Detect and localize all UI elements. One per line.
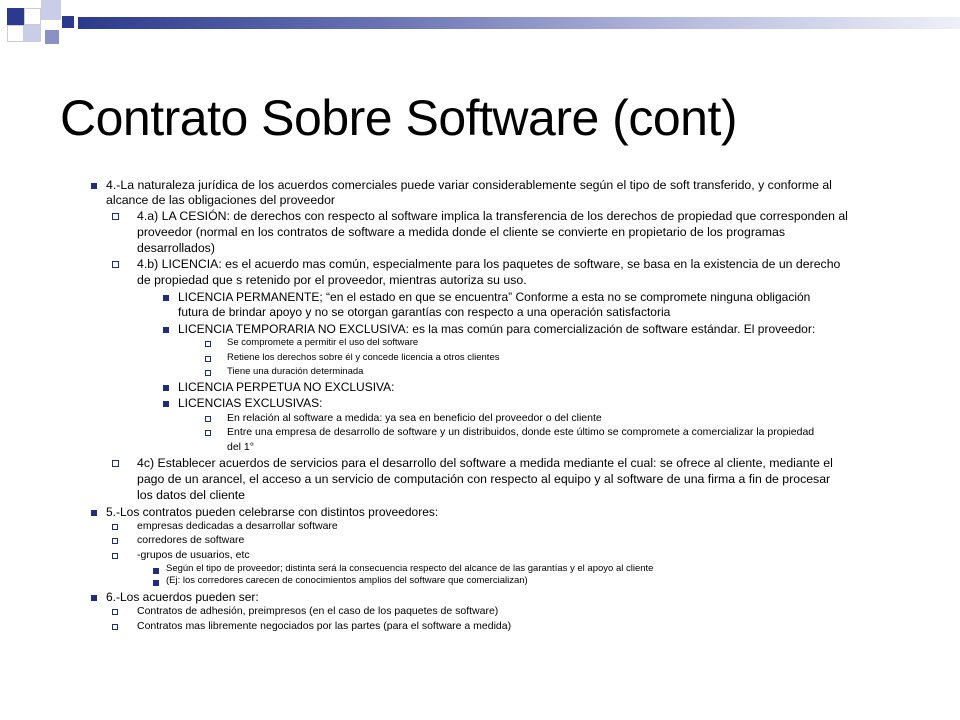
bullet-marker	[112, 538, 118, 544]
bullet-text-line: corredores de software	[137, 534, 245, 546]
bullet-text-line: (Ej: los corredores carecen de conocimientos amplios del software que comercializan)	[166, 575, 528, 586]
bullet-marker	[163, 295, 169, 301]
bullet-marker	[91, 183, 97, 189]
bullet-text-line: de propiedad que s retenido por el proveedor, mientras autoriza su uso.	[137, 273, 527, 287]
bullet-text-line: Contratos de adhesión, preimpresos (en el caso de los paquetes de software)	[137, 605, 499, 617]
bullet-text-line: 4c) Establecer acuerdos de servicios para el desarrollo del software a medida mediante el cual: se ofrece al cliente, mediante el	[137, 456, 833, 470]
bullet-marker	[153, 580, 159, 586]
bullet-marker	[153, 568, 159, 574]
bullet-marker	[112, 553, 118, 559]
bullet-marker	[112, 213, 119, 220]
bullet-text-line: empresas dedicadas a desarrollar software	[137, 520, 338, 532]
bullet-marker	[163, 401, 169, 407]
bullet-text-line: 6.-Los acuerdos pueden ser:	[106, 590, 259, 604]
bullet-marker	[112, 261, 119, 268]
bullet-text-line: 5.-Los contratos pueden celebrarse con distintos proveedores:	[106, 505, 439, 519]
bullet-marker	[91, 510, 97, 516]
bullet-marker	[112, 460, 119, 467]
bullet-text-line: LICENCIA TEMPORARIA NO EXCLUSIVA: es la mas común para comercialización de software estándar. El proveedor:	[178, 322, 816, 336]
bullet-marker	[163, 385, 169, 391]
bullet-text-line: alcance de las obligaciones del proveedor	[106, 193, 336, 207]
bullet-text-line: LICENCIA PERPETUA NO EXCLUSIVA:	[178, 380, 395, 394]
bullet-text-line: Contratos mas libremente negociados por las partes (para el software a medida)	[137, 620, 512, 632]
bullet-text-line: 4.b) LICENCIA: es el acuerdo mas común, especialmente para los paquetes de software, se basa en la existencia de un derecho	[137, 257, 841, 271]
bullet-text-line: pago de un arancel, el acceso a un servicio de computación con respecto al equipo y al software de una firma a fin de procesar	[137, 472, 831, 486]
bullet-text-line: Retiene los derechos sobre él y concede licencia a otros clientes	[227, 352, 500, 363]
bullet-text-line: Tiene una duración determinada	[227, 366, 364, 377]
bullet-text-line: 4.-La naturaleza jurídica de los acuerdos comerciales puede variar considerablemente según el tipo de soft transferido, y conforme al	[106, 178, 832, 192]
bullet-text-line: Según el tipo de proveedor; distinta será la consecuencia respecto del alcance de las garantías y el apoyo al cliente	[166, 563, 654, 574]
bullet-marker	[205, 370, 211, 376]
bullet-marker	[205, 341, 211, 347]
bullet-text-line: LICENCIAS EXCLUSIVAS:	[178, 396, 323, 410]
bullet-marker	[112, 624, 118, 630]
bullet-marker	[91, 595, 97, 601]
bullet-marker	[163, 327, 169, 333]
bullet-text-line: Entre una empresa de desarrollo de software y un distribuidos, donde este último se compromete a comercializar la propiedad	[227, 426, 815, 438]
bullet-text-line: futura de brindar apoyo y no se otorgan garantías con respecto a una operación satisfactoria	[178, 305, 671, 319]
bullet-marker	[205, 356, 211, 362]
bullet-marker	[112, 609, 118, 615]
bullet-marker	[112, 524, 118, 530]
bullet-text-line: LICENCIA PERMANENTE; “en el estado en que se encuentra” Conforme a esta no se compromete ninguna obligación	[178, 290, 811, 304]
bullet-marker	[205, 416, 211, 422]
bullet-text-line: En relación al software a medida: ya sea en beneficio del proveedor o del cliente	[227, 412, 602, 424]
bullet-text-line: -grupos de usuarios, etc	[137, 549, 250, 561]
bullet-text-line: del 1°	[227, 441, 254, 453]
bullet-marker	[205, 430, 211, 436]
bullet-text-line: 4.a) LA CESIÓN: de derechos con respecto al software implica la transferencia de los derechos de propiedad que corresponden al	[137, 209, 848, 223]
bullet-text-line: los datos del cliente	[137, 488, 246, 502]
bullet-text-line: desarrollados)	[137, 241, 215, 255]
bullet-text-line: Se compromete a permitir el uso del software	[227, 337, 419, 348]
bullet-text-line: proveedor (normal en los contratos de software a medida donde el cliente se convierte en propietario de los programas	[137, 225, 786, 239]
slide-title: Contrato Sobre Software (cont)	[60, 90, 737, 146]
